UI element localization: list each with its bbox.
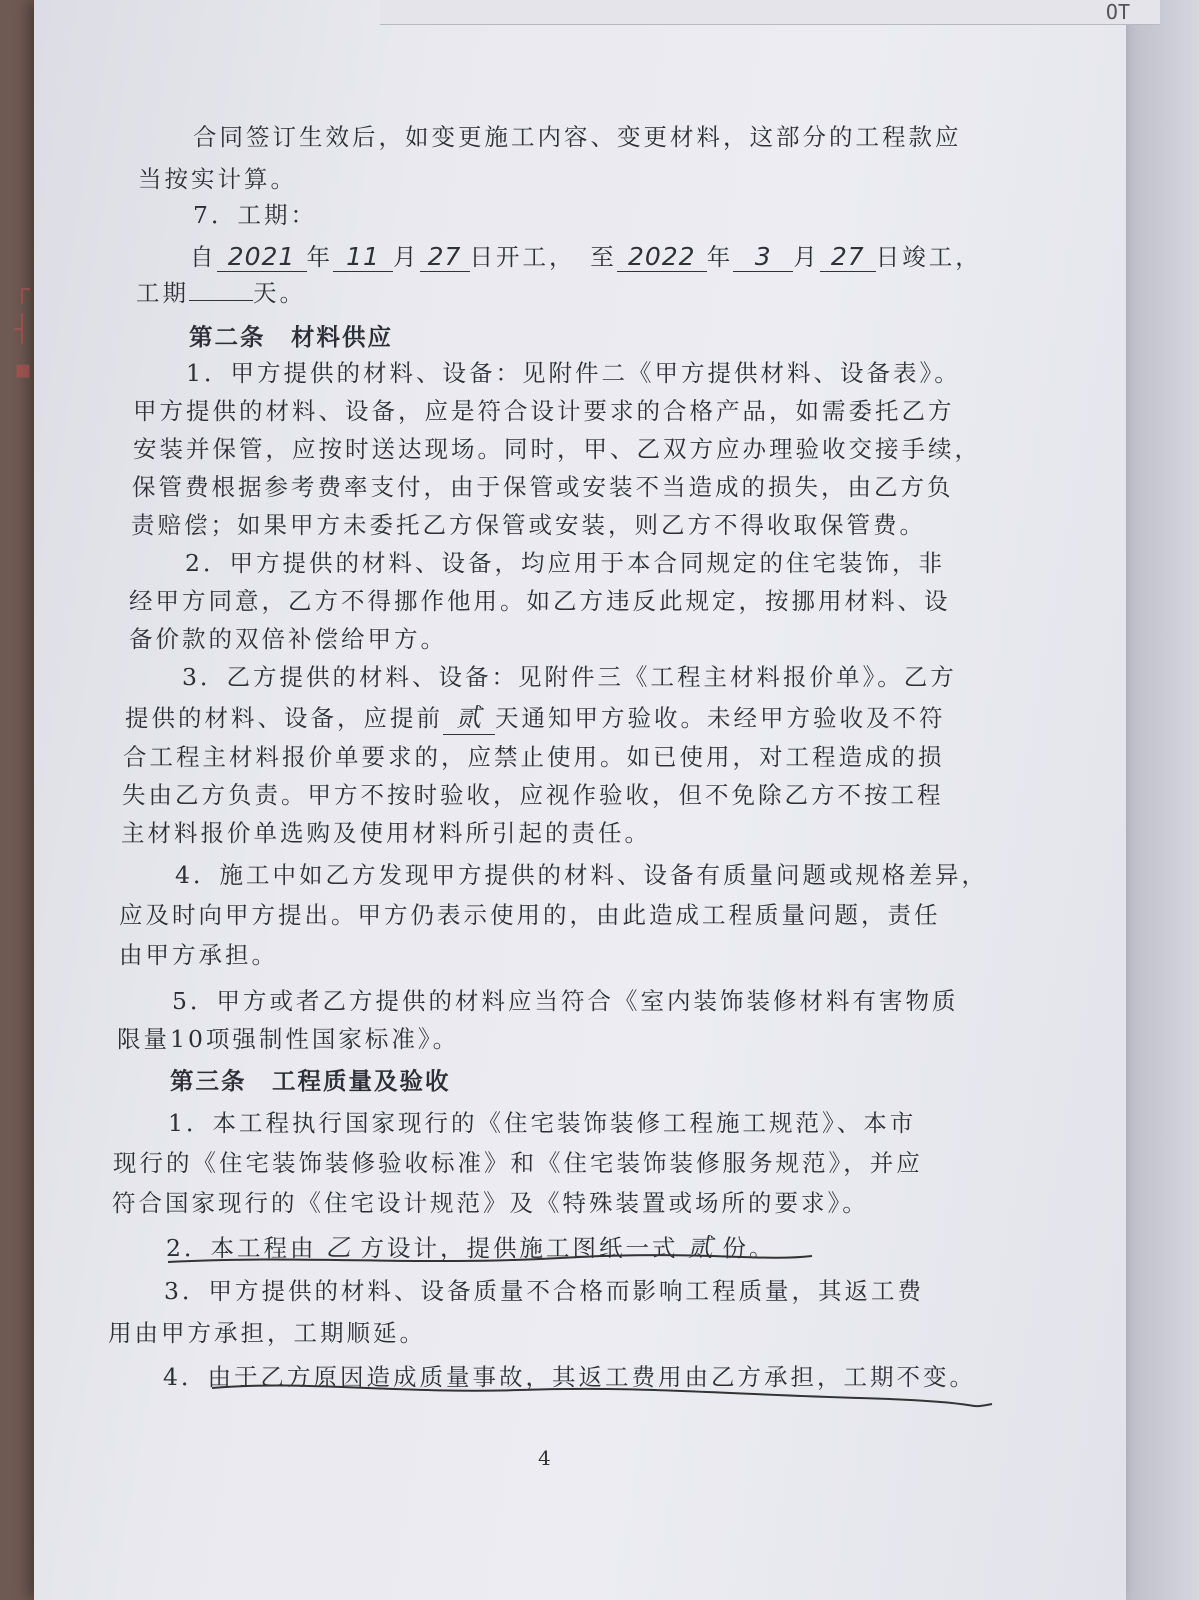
text-line: 失由乙方负责。甲方不按时验收，应视作验收，但不免除乙方不按工程 [122,781,944,809]
pen-underline-clause-4 [212,1385,992,1406]
text-line: 应及时向甲方提出。甲方仍表示使用的，由此造成工程质量问题，责任 [119,901,941,929]
handwritten-end-year: 2022 [617,242,707,272]
handwritten-copies: 贰 [687,1233,714,1262]
text-line: 3．乙方提供的材料、设备：见附件三《工程主材料报价单》。乙方 [182,663,957,691]
text-line: 经甲方同意，乙方不得挪作他用。如乙方违反此规定，按挪用材料、设 [129,587,951,615]
text-line: 合同签订生效后，如变更施工内容、变更材料，这部分的工程款应 [193,123,962,151]
text-line: 5．甲方或者乙方提供的材料应当符合《室内装饰装修材料有害物质 [172,987,959,1015]
advance-notice-line: 提供的材料、设备，应提前 贰 天通知甲方验收。未经甲方验收及不符 [125,698,946,735]
text-line: 1．甲方提供的材料、设备：见附件二《甲方提供材料、设备表》。 [186,359,961,387]
handwritten-start-year: 2021 [217,242,307,272]
text-line: 安装并保管，应按时送达现场。同时，甲、乙双方应办理验收交接手续， [133,435,981,463]
text-line: 4．施工中如乙方发现甲方提供的材料、设备有质量问题或规格差异， [175,861,988,889]
section-heading-2: 第二条 材料供应 [189,323,393,351]
text-line: 7．工期： [193,201,317,229]
handwritten-end-month: 3 [733,242,793,272]
text-line: 当按实计算。 [138,165,297,193]
design-line: 2．本工程由 乙 方设计，提供施工图纸一式 贰 份。 [166,1228,775,1264]
red-stamp-fragment: ┌ ┤ ▪ [14,275,32,385]
text-line: 主材料报价单选购及使用材料所引起的责任。 [121,819,651,847]
handwritten-end-day: 27 [820,242,876,272]
text-line: 限量10项强制性国家标准》。 [117,1025,460,1053]
text-line: 2．甲方提供的材料、设备，均应用于本合同规定的住宅装饰，非 [185,549,945,577]
text-line: 备价款的双倍补偿给甲方。 [129,625,447,653]
text-line: 现行的《住宅装饰装修验收标准》和《住宅装饰装修服务规范》，并应 [113,1149,923,1177]
text-line: 责赔偿；如果甲方未委托乙方保管或安装，则乙方不得收取保管费。 [131,511,926,539]
section-heading-3: 第三条 工程质量及验收 [170,1067,451,1095]
text-line: 1．本工程执行国家现行的《住宅装饰装修工程施工规范》、本市 [168,1109,917,1137]
handwritten-start-month: 11 [333,242,393,272]
text-line: 4．由于乙方原因造成质量事故，其返工费用由乙方承担，工期不变。 [163,1363,976,1391]
text-line: 合工程主材料报价单要求的，应禁止使用。如已使用，对工程造成的损 [123,743,945,771]
text-line: 甲方提供的材料、设备，应是符合设计要求的合格产品，如需委托乙方 [133,397,955,425]
text-line: 保管费根据参考费率支付，由于保管或安装不当造成的损失，由乙方负 [132,473,954,501]
pen-underline-clause-2 [168,1255,812,1262]
text-line: 由甲方承担。 [119,941,278,969]
handwritten-start-day: 27 [420,242,470,272]
text-line: 用由甲方承担，工期顺延。 [108,1319,426,1347]
text-line: 符合国家现行的《住宅设计规范》及《特殊装置或场所的要求》。 [112,1189,869,1217]
text-line: 3．甲方提供的材料、设备质量不合格而影响工程质量，其返工费 [164,1277,924,1305]
page-number: 4 [538,1446,551,1470]
top-strip-text: OT [1105,0,1130,24]
handwritten-party: 乙 [325,1233,352,1262]
handwritten-days: 贰 [443,698,495,735]
construction-period-line: 自 2021 年 11 月 27 日开工， 至 2022 年 3 月 27 日竣工， [190,242,982,271]
duration-line: 工期 天。 [136,279,306,307]
